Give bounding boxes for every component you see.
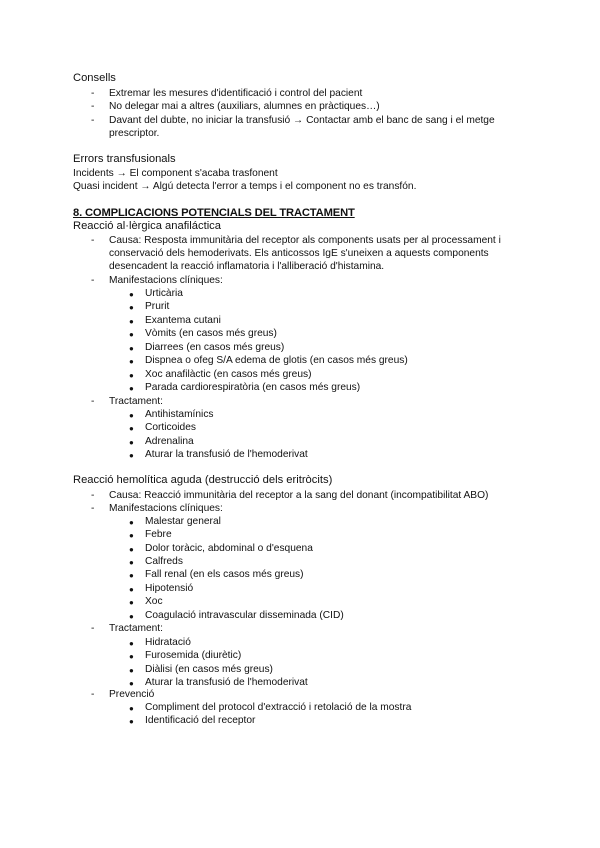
list-item: Corticoides — [145, 422, 196, 433]
errors-line-incidents: Incidents → El component s'acaba trasfonent — [73, 168, 278, 179]
consells-item: Extremar les mesures d'identificació i control del pacient — [109, 88, 363, 99]
prevencio-label: Prevenció — [109, 689, 155, 700]
bullet-marker: ● — [129, 571, 134, 580]
list-item: Identificació del receptor — [145, 715, 256, 726]
bullet-marker: ● — [129, 598, 134, 607]
bullet-marker: ● — [129, 290, 134, 299]
bullet-marker: ● — [129, 518, 134, 527]
bullet-marker: ● — [129, 424, 134, 433]
manifestacions-label: Manifestacions clíniques: — [109, 275, 223, 286]
bullet-marker: ● — [129, 411, 134, 420]
causa-line: Causa: Reacció immunitària del receptor a la sang del donant (incompatibilitat ABO) — [109, 490, 489, 501]
dash-marker: - — [91, 623, 95, 634]
dash-marker: - — [91, 275, 95, 286]
list-item: Xoc anafilàctic (en casos més greus) — [145, 369, 312, 380]
bullet-marker: ● — [129, 384, 134, 393]
bullet-marker: ● — [129, 330, 134, 339]
bullet-marker: ● — [129, 357, 134, 366]
list-item: Malestar general — [145, 516, 221, 527]
manifestacions-label: Manifestacions clíniques: — [109, 503, 223, 514]
dash-marker: - — [91, 490, 95, 501]
causa-line: Causa: Resposta immunitària del receptor als components usats per al processament i — [109, 235, 501, 246]
dash-marker: - — [91, 503, 95, 514]
tractament-label: Tractament: — [109, 623, 163, 634]
list-item: Adrenalina — [145, 436, 194, 447]
bullet-marker: ● — [129, 639, 134, 648]
consells-item-continuation: prescriptor. — [109, 128, 160, 139]
bullet-marker: ● — [129, 558, 134, 567]
list-item: Dispnea o ofeg S/A edema de glotis (en casos més greus) — [145, 355, 408, 366]
bullet-marker: ● — [129, 612, 134, 621]
bullet-marker: ● — [129, 344, 134, 353]
list-item: Compliment del protocol d'extracció i retolació de la mostra — [145, 702, 412, 713]
bullet-marker: ● — [129, 652, 134, 661]
bullet-marker: ● — [129, 371, 134, 380]
consells-item: Davant del dubte, no iniciar la transfusió → Contactar amb el banc de sang i el metge — [109, 115, 495, 126]
list-item: Diarrees (en casos més greus) — [145, 342, 285, 353]
consells-heading: Consells — [73, 72, 116, 84]
errors-heading: Errors transfusionals — [73, 153, 176, 165]
list-item: Furosemida (diurètic) — [145, 650, 242, 661]
list-item: Febre — [145, 529, 172, 540]
dash-marker: - — [91, 101, 95, 112]
list-item: Hipotensió — [145, 583, 194, 594]
causa-line: desencadent la reacció inflamatoria i l'alliberació d'histamina. — [109, 261, 385, 272]
causa-line: conservació dels hemoderivats. Els anticossos IgE s'uneixen a aquests components — [109, 248, 489, 259]
bullet-marker: ● — [129, 438, 134, 447]
list-item: Aturar la transfusió de l'hemoderivat — [145, 677, 308, 688]
bullet-marker: ● — [129, 666, 134, 675]
bullet-marker: ● — [129, 704, 134, 713]
list-item: Xoc — [145, 596, 163, 607]
bullet-marker: ● — [129, 717, 134, 726]
list-item: Coagulació intravascular disseminada (CID) — [145, 610, 344, 621]
bullet-marker: ● — [129, 585, 134, 594]
errors-line-quasi-incident: Quasi incident → Algú detecta l'error a temps i el component no es transfón. — [73, 181, 417, 192]
dash-marker: - — [91, 396, 95, 407]
list-item: Hidratació — [145, 637, 191, 648]
tractament-label: Tractament: — [109, 396, 163, 407]
dash-marker: - — [91, 235, 95, 246]
list-item: Vòmits (en casos més greus) — [145, 328, 277, 339]
list-item: Urticària — [145, 288, 183, 299]
list-item: Aturar la transfusió de l'hemoderivat — [145, 449, 308, 460]
dash-marker: - — [91, 115, 95, 126]
bullet-marker: ● — [129, 545, 134, 554]
list-item: Prurit — [145, 301, 170, 312]
bullet-marker: ● — [129, 531, 134, 540]
list-item: Fall renal (en els casos més greus) — [145, 569, 304, 580]
dash-marker: - — [91, 88, 95, 99]
bullet-marker: ● — [129, 679, 134, 688]
bullet-marker: ● — [129, 303, 134, 312]
reaccio-hemolitica-heading: Reacció hemolítica aguda (destrucció dels eritròcits) — [73, 474, 333, 486]
list-item: Exantema cutani — [145, 315, 221, 326]
list-item: Diàlisi (en casos més greus) — [145, 664, 273, 675]
dash-marker: - — [91, 689, 95, 700]
list-item: Parada cardiorespiratòria (en casos més greus) — [145, 382, 361, 393]
section-title: 8. COMPLICACIONS POTENCIALS DEL TRACTAMENT — [73, 207, 355, 219]
bullet-marker: ● — [129, 451, 134, 460]
list-item: Calfreds — [145, 556, 183, 567]
bullet-marker: ● — [129, 317, 134, 326]
reaccio-alergica-heading: Reacció al·lèrgica anafiláctica — [73, 220, 221, 232]
list-item: Dolor toràcic, abdominal o d'esquena — [145, 543, 313, 554]
consells-item: No delegar mai a altres (auxiliars, alumnes en pràctiques…) — [109, 101, 380, 112]
list-item: Antihistamínics — [145, 409, 214, 420]
